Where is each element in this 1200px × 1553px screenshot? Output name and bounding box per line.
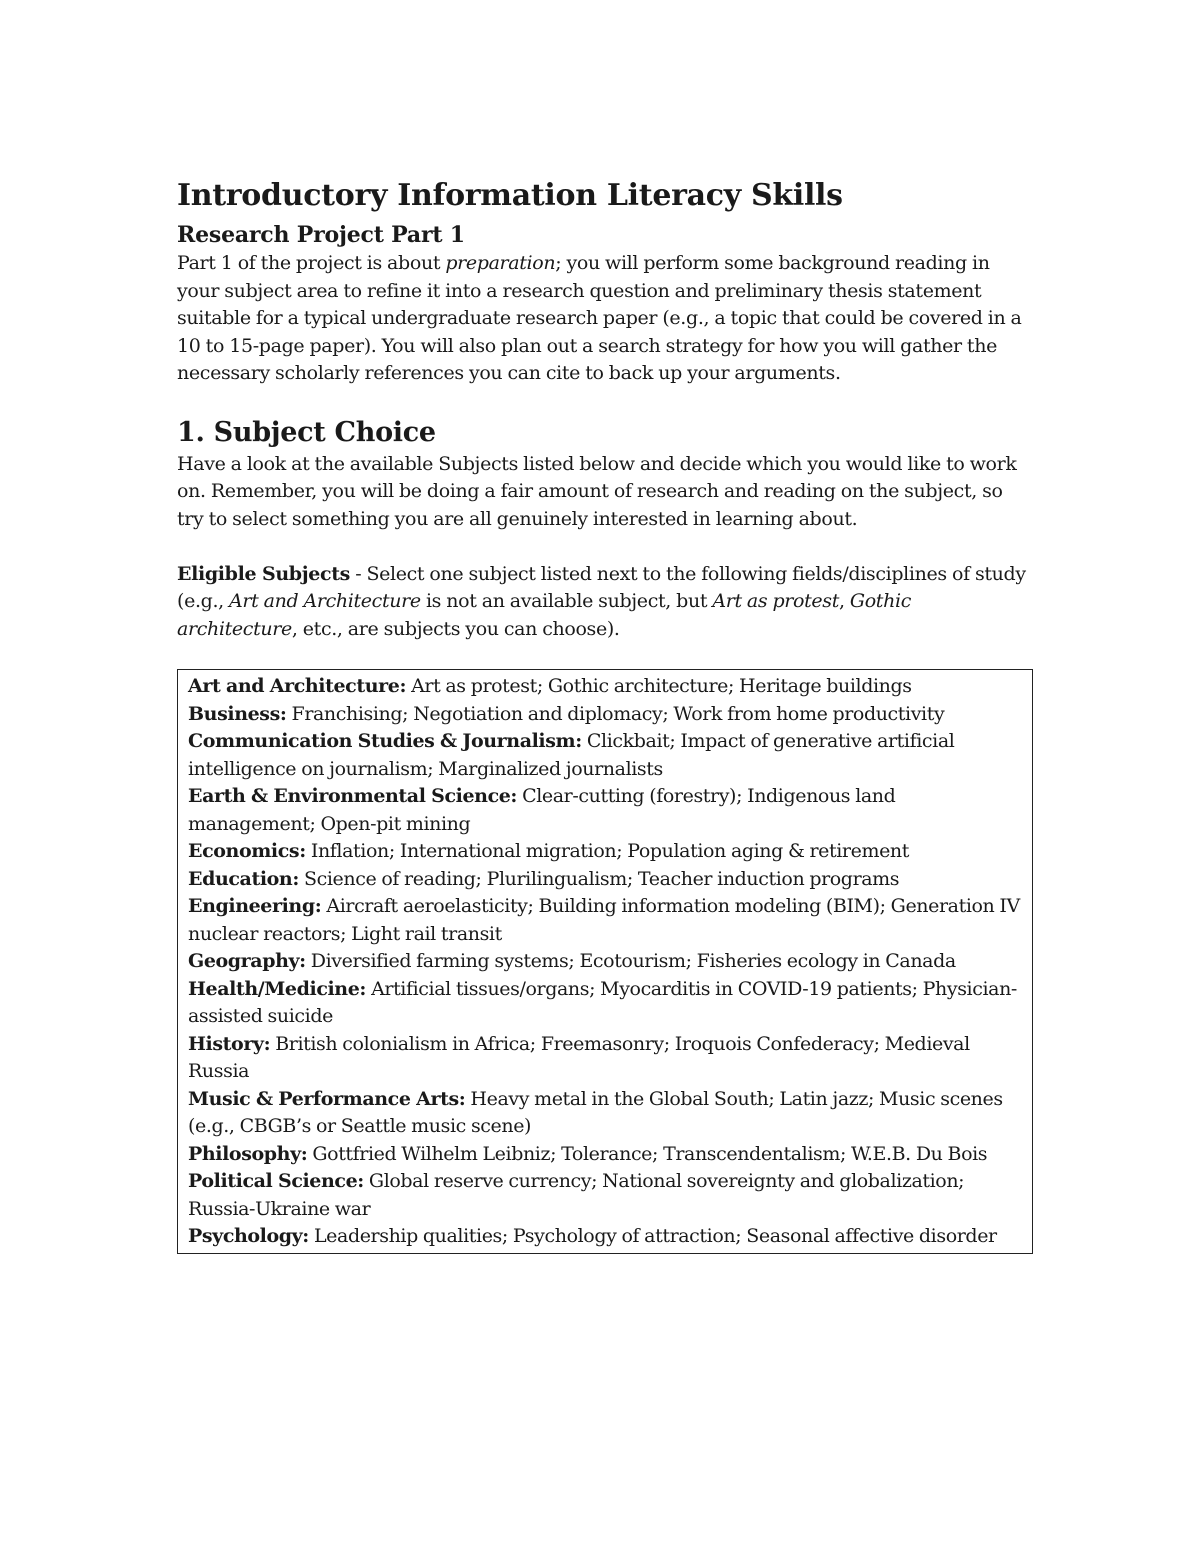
subject-field: Earth & Environmental Science: [188, 785, 518, 807]
subject-row [188, 728, 1024, 783]
subject-row [188, 673, 1024, 701]
subject-topics: Heavy metal in the Global South; Latin jazz; Music scenes (e.g., CBGB’s or Seattle music scene) [188, 1087, 1003, 1137]
subject-topics: Leadership qualities; Psychology of attraction; Seasonal affective disorder [308, 1225, 997, 1247]
eligible-subjects-paragraph [177, 561, 1027, 644]
document-title: Introductory Information Literacy Skills [177, 178, 843, 213]
eligible-text-1: - Select one subject listed next to the following fields/disciplines of study (e.g., [177, 562, 1026, 612]
subject-field: Health/Medicine: [188, 977, 367, 1000]
intro-paragraph [177, 250, 1027, 388]
subject-field: Music & Performance Arts: [188, 1087, 466, 1110]
subject-row [188, 1086, 1024, 1141]
subject-topics: Diversified farming systems; Ecotourism; Fisheries ecology in Canada [305, 950, 956, 972]
subject-row [188, 1141, 1024, 1169]
subject-row [188, 1168, 1024, 1223]
subject-topics: Science of reading; Plurilingualism; Teacher induction programs [298, 867, 900, 890]
subject-field: Engineering: [188, 895, 322, 917]
subject-row [188, 893, 1024, 948]
subject-field: Art and Architecture: [188, 675, 407, 697]
eligible-text-4: , etc., are subjects you can choose). [291, 617, 620, 640]
subject-field: Political Science: [188, 1170, 364, 1192]
eligible-text-3: , [839, 590, 850, 612]
subject-topics: Global reserve currency; National sovereignty and globalization; Russia-Ukraine war [188, 1170, 965, 1220]
subjects-table [177, 669, 1033, 1254]
subject-topics: Clear-cutting (forestry); Indigenous land management; Open-pit mining [188, 785, 896, 835]
subject-topics: Art as protest; Gothic architecture; Heritage buildings [406, 675, 912, 697]
subject-row [188, 1031, 1024, 1086]
subject-row [188, 1223, 1024, 1251]
subject-topics: Gottfried Wilhelm Leibniz; Tolerance; Transcendentalism; W.E.B. Du Bois [307, 1142, 988, 1165]
eligible-example-2: Art as protest [712, 590, 839, 612]
subject-field: History: [188, 1032, 271, 1055]
subject-row [188, 866, 1024, 894]
subject-field: Business: [188, 702, 287, 725]
subject-row [188, 701, 1024, 729]
document-subtitle: Research Project Part 1 [177, 222, 465, 248]
subject-field: Education: [188, 867, 299, 890]
eligible-text-2: is not an available subject, but [420, 590, 713, 612]
intro-text-end: ; you will perform some background reading in your subject area to refine it into a research question and preliminary thesis statement suitable for a typical undergraduate research paper (e.g., a topic that could be covered in a 10 to 15-page paper). You will also plan out a search strategy for how you will gather the necessary scholarly references you can cite to back up your arguments. [177, 252, 1022, 384]
subject-topics: Franchising; Negotiation and diplomacy; Work from home productivity [286, 702, 945, 725]
subject-row [188, 783, 1024, 838]
subject-topics: Aircraft aeroelasticity; Building information modeling (BIM); Generation IV nuclear reactors; Light rail transit [188, 895, 1020, 945]
intro-emphasis: preparation [445, 252, 556, 274]
subject-topics: Inflation; International migration; Population aging & retirement [305, 840, 909, 862]
document-page [177, 176, 1027, 1254]
eligible-example-1: Art and Architecture [229, 590, 421, 612]
section-heading-subject-choice: 1. Subject Choice [177, 416, 436, 448]
subject-field: Economics: [188, 840, 306, 862]
subject-field: Philosophy: [188, 1142, 308, 1165]
subject-row [188, 838, 1024, 866]
subject-field: Geography: [188, 950, 306, 972]
eligible-example-3: Gothic architecture [177, 590, 911, 640]
eligible-subjects-label: Eligible Subjects [177, 562, 351, 585]
subject-field: Psychology: [188, 1225, 309, 1247]
intro-text-start: Part 1 of the project is about [177, 252, 446, 274]
subject-row [188, 976, 1024, 1031]
subject-topics: Clickbait; Impact of generative artificial intelligence on journalism; Marginalized journalists [188, 730, 955, 780]
subject-row [188, 948, 1024, 976]
subject-choice-paragraph: Have a look at the available Subjects listed below and decide which you would like to work on. Remember, you will be doing a fair amount of research and reading on the subject, so try to select something you are all genuinely interested in learning about. [177, 452, 1017, 530]
subject-topics: British colonialism in Africa; Freemasonry; Iroquois Confederacy; Medieval Russia [188, 1032, 970, 1082]
subject-field: Communication Studies & Journalism: [188, 730, 582, 752]
subject-topics: Artificial tissues/organs; Myocarditis in COVID-19 patients; Physician-assisted suicide [188, 977, 1017, 1027]
